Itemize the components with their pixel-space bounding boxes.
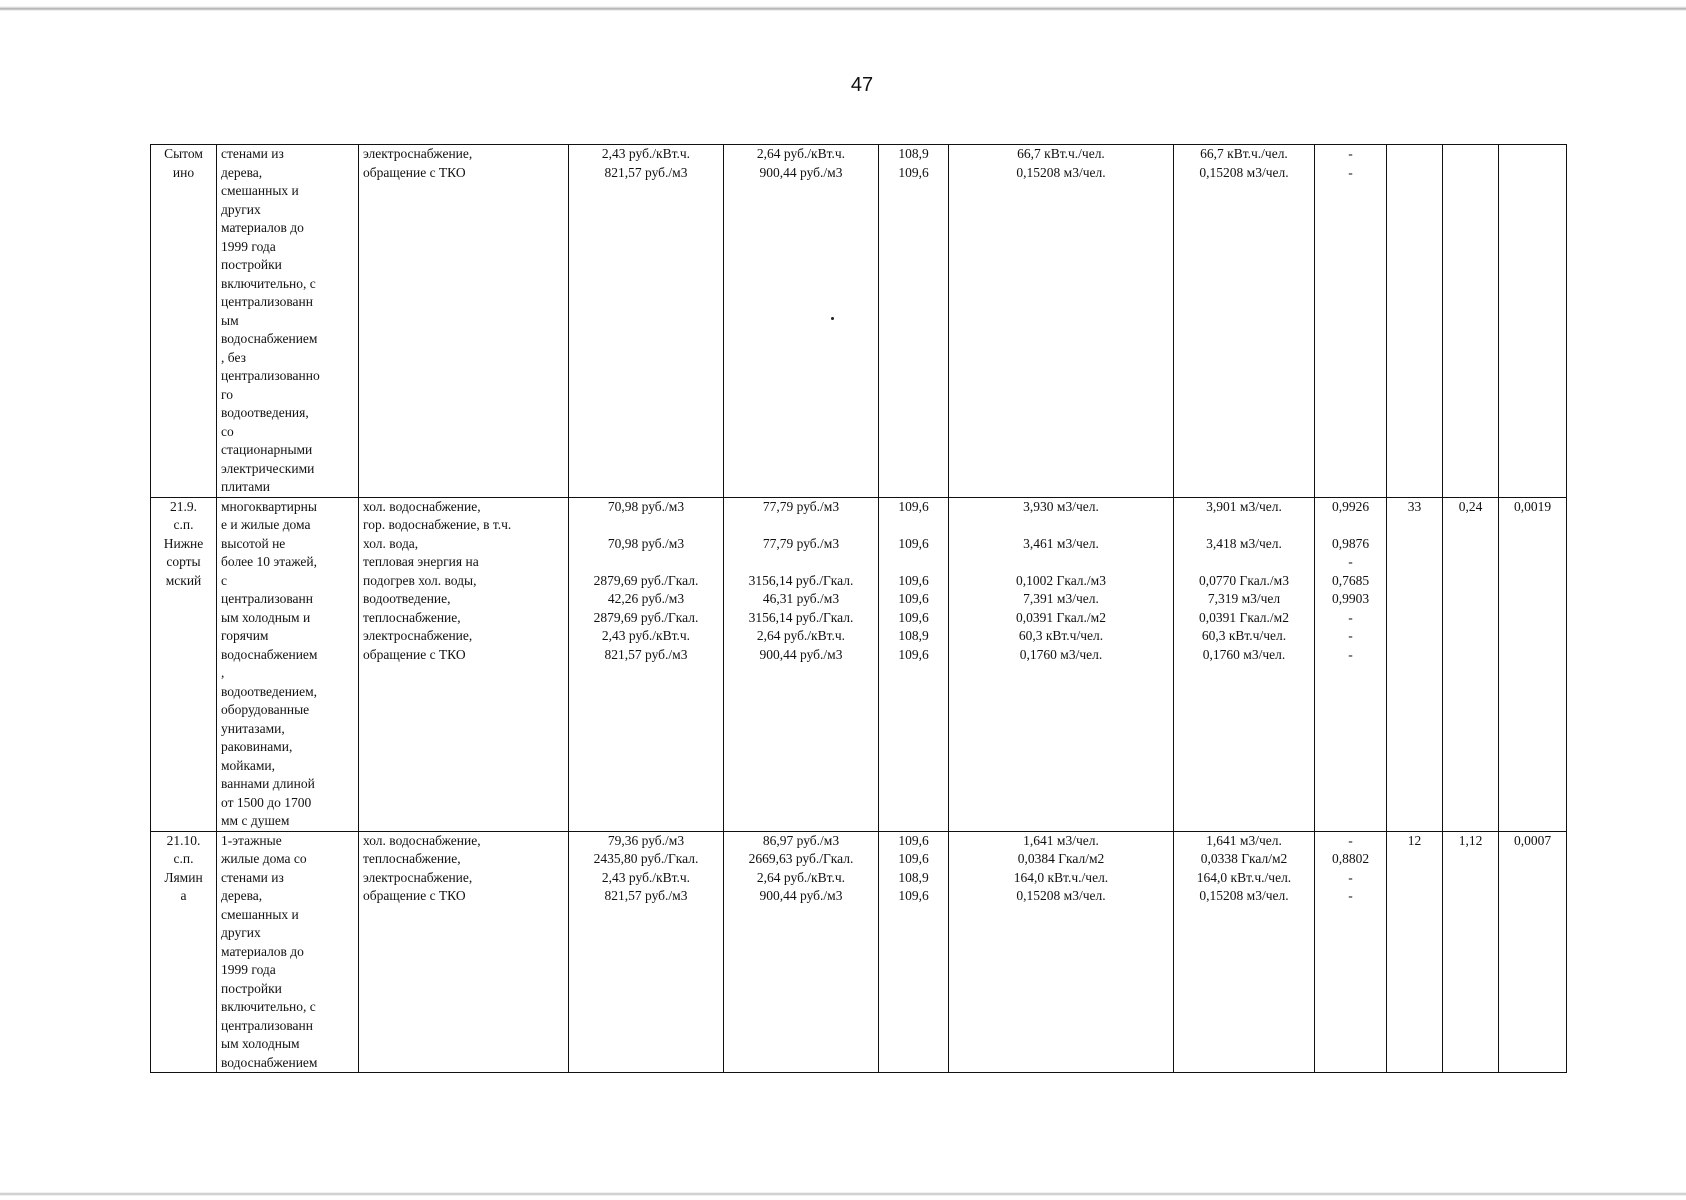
cell-line: оборудованные: [221, 702, 310, 717]
cell-line: 109,6: [898, 535, 929, 551]
cell-line: 0,9903: [1331, 591, 1370, 606]
cell-line: обращение с ТКО: [363, 646, 466, 662]
cell-line: 1,641 м3/чел.: [1023, 832, 1099, 848]
norm-new-cell: [1174, 145, 1315, 498]
households-count-cell: [1387, 145, 1443, 498]
cell-line: 7,319 м3/чел: [1207, 591, 1281, 606]
services-cell: [359, 831, 569, 1073]
cell-line: 0,0770 Гкал./м3: [1199, 572, 1289, 588]
cell-line: 2435,80 руб./Гкал.: [593, 851, 699, 866]
cell-line: 1999 года: [221, 962, 276, 977]
cell-line: 108,9: [898, 628, 929, 643]
cell-line: 0,1760 м3/чел.: [1019, 646, 1103, 662]
cell-line: водоотведения,: [221, 405, 309, 420]
cell-line: водоснабжением: [221, 646, 318, 662]
cell-line: [883, 516, 944, 535]
cell-line: 0,0391 Гкал./м2: [1016, 609, 1106, 625]
cell-line: 70,98 руб./м3: [607, 498, 685, 514]
cell-line: жилые дома со: [221, 851, 307, 866]
cell-line: ино: [172, 164, 195, 180]
cell-line: постройки: [221, 257, 282, 272]
cell-line: [1178, 516, 1310, 535]
table-row: [151, 497, 1567, 831]
cell-line: 108,9: [898, 869, 929, 885]
cell-line: -: [1348, 832, 1353, 848]
cell-line: 2669,63 руб./Гкал.: [748, 851, 854, 866]
scan-edge-bottom: [0, 1192, 1686, 1196]
description-cell: [217, 145, 359, 498]
cell-line: 0,15208 м3/чел.: [1016, 164, 1106, 180]
cell-line: 900,44 руб./м3: [759, 888, 843, 903]
cell-line: -: [1348, 646, 1353, 662]
cell-line: 900,44 руб./м3: [759, 164, 843, 180]
cell-line: 109,6: [898, 609, 929, 625]
cell-line: плитами: [221, 479, 271, 494]
index-cell: [879, 145, 949, 498]
impact-cell: 0,0019: [1499, 497, 1567, 831]
cell-line: обращение с ТКО: [363, 888, 466, 903]
cell-line: смешанных и: [221, 183, 299, 198]
coefficient-cell: [1315, 145, 1387, 498]
cell-line: от 1500 до 1700: [221, 794, 312, 810]
cell-line: 109,6: [898, 851, 929, 866]
tariff-new-cell: [724, 831, 879, 1073]
cell-line: 0,8802: [1331, 851, 1370, 866]
cell-line: 86,97 руб./м3: [762, 832, 840, 848]
table-row: [151, 831, 1567, 1073]
cell-line: Нижне: [163, 535, 204, 551]
cell-line: дерева,: [221, 888, 263, 903]
cell-line: ым: [221, 312, 239, 328]
cell-line: централизованн: [221, 591, 313, 606]
cell-line: включительно, с: [221, 999, 316, 1014]
cell-line: 0,9876: [1331, 535, 1370, 551]
cell-line: -: [1348, 164, 1353, 180]
cell-line: 21.9.: [170, 498, 197, 514]
cell-line: 46,31 руб./м3: [762, 591, 840, 606]
cell-line: высотой не: [221, 535, 286, 551]
cell-line: мм с душем: [221, 813, 290, 828]
cell-line: с.п.: [173, 517, 194, 532]
cell-line: унитазами,: [221, 720, 285, 736]
cell-line: 0,0384 Гкал/м2: [1017, 851, 1105, 866]
cell-line: 0,0338 Гкал/м2: [1200, 851, 1288, 866]
cell-line: 109,6: [898, 572, 929, 588]
tariff-current-cell: [569, 145, 724, 498]
cell-line: ым холодным и: [221, 609, 311, 625]
cell-line: 3,461 м3/чел.: [1023, 535, 1099, 551]
share-cell: [1443, 145, 1499, 498]
cell-line: ваннами длиной: [221, 776, 315, 791]
cell-line: теплоснабжение,: [363, 851, 461, 866]
cell-line: 164,0 кВт.ч./чел.: [1013, 869, 1109, 885]
cell-line: [573, 516, 719, 535]
cell-line: 2,43 руб./кВт.ч.: [601, 628, 691, 643]
cell-line: 109,6: [898, 498, 929, 514]
cell-line: постройки: [221, 980, 282, 996]
cell-line: [1319, 516, 1382, 535]
cell-line: [953, 516, 1169, 535]
cell-line: 3,930 м3/чел.: [1023, 498, 1099, 514]
cell-line: водоотведение,: [363, 591, 451, 606]
households-count-cell: 33: [1387, 497, 1443, 831]
cell-line: 79,36 руб./м3: [607, 832, 685, 848]
cell-line: хол. вода,: [363, 535, 419, 551]
norm-new-cell: [1174, 497, 1315, 831]
cell-line: 70,98 руб./м3: [607, 535, 685, 551]
cell-line: 0,15208 м3/чел.: [1016, 888, 1106, 903]
cell-line: ым холодным: [221, 1036, 300, 1051]
cell-line: Лямин: [164, 869, 203, 885]
cell-line: [883, 553, 944, 572]
territory-cell: [151, 145, 217, 498]
cell-line: водоотведением,: [221, 683, 318, 699]
tariff-table: [150, 144, 1567, 1073]
index-cell: [879, 831, 949, 1073]
norm-new-cell: [1174, 831, 1315, 1073]
cell-line: 42,26 руб./м3: [607, 591, 685, 606]
cell-line: -: [1348, 888, 1353, 903]
cell-line: -: [1348, 609, 1353, 625]
cell-line: 2,43 руб./кВт.ч.: [601, 869, 691, 885]
cell-line: 1,641 м3/чел.: [1206, 832, 1282, 848]
cell-line: дерева,: [221, 164, 263, 180]
cell-line: 2,43 руб./кВт.ч.: [601, 146, 691, 161]
cell-line: [953, 553, 1169, 572]
cell-line: 0,15208 м3/чел.: [1199, 888, 1289, 903]
norm-current-cell: [949, 145, 1174, 498]
cell-line: ,: [221, 665, 225, 680]
cell-line: [728, 553, 874, 572]
impact-cell: 0,0007: [1499, 831, 1567, 1073]
cell-line: хол. водоснабжение,: [363, 832, 481, 848]
impact-cell: [1499, 145, 1567, 498]
scan-speck: [831, 317, 834, 320]
cell-line: мойками,: [221, 757, 276, 773]
cell-line: мский: [165, 572, 202, 588]
cell-line: раковинами,: [221, 739, 293, 754]
cell-line: 109,6: [898, 164, 929, 180]
index-cell: [879, 497, 949, 831]
coefficient-cell: [1315, 497, 1387, 831]
cell-line: 821,57 руб./м3: [604, 164, 688, 180]
norm-current-cell: [949, 497, 1174, 831]
cell-line: обращение с ТКО: [363, 164, 466, 180]
cell-line: 7,391 м3/чел.: [1023, 591, 1099, 606]
cell-line: 1999 года: [221, 238, 276, 254]
cell-line: -: [1348, 628, 1353, 643]
cell-line: 3156,14 руб./Гкал.: [748, 609, 854, 625]
cell-line: многоквартирны: [221, 498, 317, 514]
cell-line: 60,3 кВт.ч/чел.: [1201, 628, 1287, 643]
share-cell: 0,24: [1443, 497, 1499, 831]
cell-line: [728, 516, 874, 535]
cell-line: смешанных и: [221, 906, 299, 922]
cell-line: включительно, с: [221, 275, 316, 291]
cell-line: стенами из: [221, 869, 284, 885]
cell-line: 3,901 м3/чел.: [1206, 498, 1282, 514]
services-cell: [359, 497, 569, 831]
cell-line: 108,9: [898, 146, 929, 161]
scan-edge-top: [0, 6, 1686, 11]
tariff-current-cell: [569, 497, 724, 831]
cell-line: материалов до: [221, 220, 304, 235]
cell-line: централизованн: [221, 1017, 313, 1033]
norm-current-cell: [949, 831, 1174, 1073]
cell-line: 164,0 кВт.ч./чел.: [1196, 869, 1292, 885]
cell-line: а: [180, 888, 187, 903]
cell-line: 3156,14 руб./Гкал.: [748, 572, 854, 588]
cell-line: стенами из: [221, 146, 284, 161]
cell-line: 2,64 руб./кВт.ч.: [756, 628, 846, 643]
cell-line: 60,3 кВт.ч/чел.: [1018, 628, 1104, 643]
table-row: [151, 145, 1567, 498]
share-cell: 1,12: [1443, 831, 1499, 1073]
cell-line: подогрев хол. воды,: [363, 572, 477, 588]
coefficient-cell: [1315, 831, 1387, 1073]
cell-line: 1-этажные: [221, 832, 282, 848]
cell-line: 66,7 кВт.ч./чел.: [1017, 146, 1105, 161]
cell-line: теплоснабжение,: [363, 609, 461, 625]
cell-line: , без: [221, 349, 246, 365]
cell-line: го: [221, 386, 233, 402]
cell-line: 109,6: [898, 591, 929, 606]
cell-line: 77,79 руб./м3: [762, 535, 840, 551]
cell-line: материалов до: [221, 943, 304, 959]
cell-line: 900,44 руб./м3: [759, 646, 843, 662]
territory-cell: [151, 497, 217, 831]
cell-line: 0,0391 Гкал./м2: [1199, 609, 1289, 625]
cell-line: электроснабжение,: [363, 628, 473, 643]
cell-line: 821,57 руб./м3: [604, 646, 688, 662]
cell-line: е и жилые дома: [221, 517, 311, 532]
description-cell: [217, 831, 359, 1073]
cell-line: других: [221, 925, 261, 940]
cell-line: 77,79 руб./м3: [762, 498, 840, 514]
cell-line: с: [221, 572, 227, 588]
cell-line: электрическими: [221, 460, 315, 476]
cell-line: со: [221, 423, 234, 439]
cell-line: 2,64 руб./кВт.ч.: [756, 146, 846, 161]
cell-line: стационарными: [221, 442, 313, 457]
cell-line: горячим: [221, 628, 269, 643]
cell-line: 3,418 м3/чел.: [1206, 535, 1282, 551]
description-cell: [217, 497, 359, 831]
cell-line: 2879,69 руб./Гкал.: [593, 609, 699, 625]
tariff-new-cell: [724, 145, 879, 498]
cell-line: 0,1002 Гкал./м3: [1016, 572, 1106, 588]
cell-line: -: [1348, 146, 1353, 161]
cell-line: 2,64 руб./кВт.ч.: [756, 869, 846, 885]
cell-line: тепловая энергия на: [363, 554, 479, 569]
cell-line: 21.10.: [166, 832, 201, 848]
cell-line: с.п.: [173, 851, 194, 866]
cell-line: 0,15208 м3/чел.: [1199, 164, 1289, 180]
cell-line: 109,6: [898, 646, 929, 662]
cell-line: 0,9926: [1331, 498, 1370, 514]
cell-line: 0,7685: [1331, 572, 1370, 588]
cell-line: Сытом: [164, 146, 203, 161]
cell-line: водоснабжением: [221, 1054, 318, 1070]
cell-line: -: [1348, 554, 1353, 569]
territory-cell: [151, 831, 217, 1073]
cell-line: -: [1348, 869, 1353, 885]
cell-line: 2879,69 руб./Гкал.: [593, 572, 699, 588]
cell-line: электроснабжение,: [363, 146, 473, 161]
services-cell: [359, 145, 569, 498]
cell-line: 0,1760 м3/чел.: [1202, 646, 1286, 662]
cell-line: сорты: [166, 554, 201, 569]
cell-line: более 10 этажей,: [221, 554, 318, 569]
cell-line: 109,6: [898, 832, 929, 848]
page-number: 47: [850, 74, 874, 96]
cell-line: 109,6: [898, 888, 929, 903]
cell-line: 821,57 руб./м3: [604, 888, 688, 903]
tariff-new-cell: [724, 497, 879, 831]
cell-line: [573, 553, 719, 572]
cell-line: водоснабжением: [221, 331, 318, 346]
cell-line: других: [221, 201, 261, 217]
cell-line: гор. водоснабжение, в т.ч.: [363, 517, 512, 532]
cell-line: [1178, 553, 1310, 572]
cell-line: хол. водоснабжение,: [363, 498, 481, 514]
households-count-cell: 12: [1387, 831, 1443, 1073]
tariff-current-cell: [569, 831, 724, 1073]
cell-line: централизованно: [221, 368, 320, 383]
cell-line: централизованн: [221, 294, 313, 309]
cell-line: 66,7 кВт.ч./чел.: [1200, 146, 1288, 161]
cell-line: электроснабжение,: [363, 869, 473, 885]
